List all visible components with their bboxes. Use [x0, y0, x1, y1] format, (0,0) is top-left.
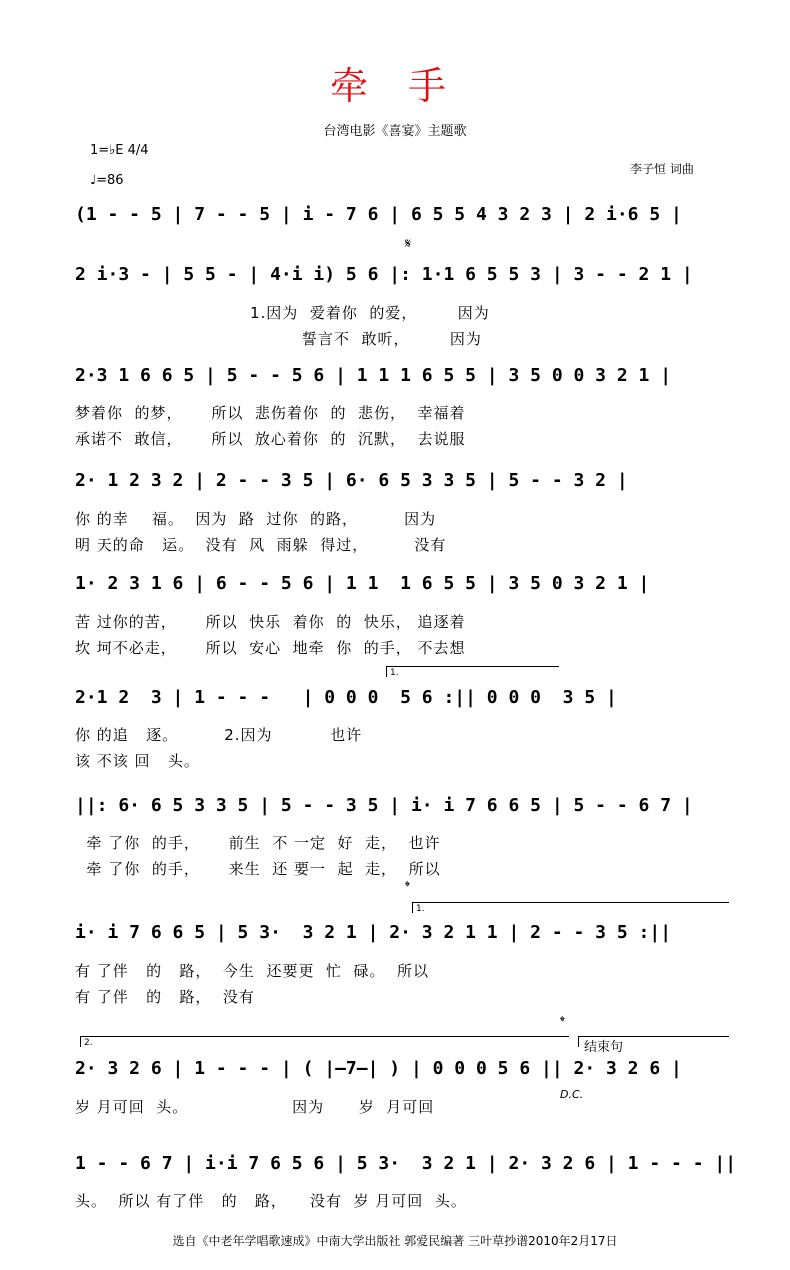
score-line-6: 2·1 2 3 | 1 - - - | 0 0 0 5 6 :|| 0 0 0 3 5 |: [75, 687, 617, 708]
lyric-6-verse-2: 该 不该 回 头。: [75, 752, 200, 770]
lyric-3-verse-2: 承诺不 敢信， 所以 放心着你 的 沉默， 去说服: [75, 430, 466, 448]
first-ending-bracket-2: [412, 902, 729, 913]
lyric-5-verse-2: 坎 坷不必走， 所以 安心 地牵 你 的手， 不去想: [75, 639, 466, 657]
score-line-7: ||: 6· 6 5 3 3 5 | 5 - - 3 5 | i· i 7 6 6 5 | 5 - - 6 7 |: [75, 795, 693, 816]
tempo-marking: ♩=86: [90, 173, 124, 188]
source-footer: 选自《中老年学唱歌速成》中南大学出版社 郭爱民编著 三叶草抄谱2010年2月17日: [172, 1234, 618, 1248]
composer-credit: 李子恒 词曲: [630, 162, 694, 176]
second-ending-label: 2.: [84, 1038, 93, 1048]
score-line-1: (1 - - 5 | 7 - - 5 | i - 7 6 | 6 5 5 4 3 2 3 | 2 i·6 5 |: [75, 204, 682, 225]
score-line-8: i· i 7 6 6 5 | 5 3· 3 2 1 | 2· 3 2 1 1 | 2 - - 3 5 :||: [75, 922, 672, 943]
lyric-6-verse-1: 你 的追 逐。 2.因为 也许: [75, 726, 363, 744]
lyric-5-verse-1: 苦 过你的苦， 所以 快乐 着你 的 快乐， 追逐着: [75, 613, 466, 631]
lyric-7-verse-1: 牵 了你 的手， 前生 不 一定 好 走， 也许: [75, 834, 441, 852]
lyric-4-verse-2: 明 天的命 运。 没有 风 雨躲 得过， 没有: [75, 536, 447, 554]
score-line-4: 2· 1 2 3 2 | 2 - - 3 5 | 6· 6 5 3 3 5 | 5 - - 3 2 |: [75, 470, 628, 491]
first-ending-bracket: [386, 666, 559, 677]
song-subtitle: 台湾电影《喜宴》主题歌: [323, 124, 467, 139]
score-line-5: 1· 2 3 1 6 | 6 - - 5 6 | 1 1 1 6 5 5 | 3 5 0 3 2 1 |: [75, 573, 650, 594]
second-ending-bracket: [80, 1036, 569, 1047]
ending-label: 结束句: [584, 1040, 624, 1055]
first-ending-label: 1.: [390, 668, 399, 678]
lyric-7-verse-2: 牵 了你 的手， 来生 还 要一 起 走， 所以: [75, 860, 441, 878]
key-signature: 1=♭E 4/4: [90, 143, 149, 158]
score-line-3: 2·3 1 6 6 5 | 5 - - 5 6 | 1 1 1 6 5 5 | 3 5 0 0 3 2 1 |: [75, 365, 672, 386]
lyric-4-verse-1: 你 的幸 福。 因为 路 过你 的路， 因为: [75, 510, 437, 528]
segno-sign: 𝄋: [405, 236, 412, 252]
song-title: 牵 手: [329, 64, 461, 108]
lyric-2-verse-1: 1.因为 爱着你 的爱， 因为: [250, 304, 490, 322]
lyric-9: 岁 月可回 头。 因为 岁 月可回: [75, 1098, 435, 1116]
coda-sign-2: 𝄌: [560, 1014, 565, 1030]
score-line-2: 2 i·3 - | 5 5 - | 4·i i) 5 6 |: 1·1 6 5 5 3 | 3 - - 2 1 |: [75, 264, 693, 285]
coda-sign: 𝄌: [405, 879, 410, 895]
dc-marking: D.C.: [560, 1088, 584, 1101]
lyric-10: 头。 所以 有了伴 的 路， 没有 岁 月可回 头。: [75, 1192, 467, 1210]
lyric-2-verse-2: 誓言不 敢听， 因为: [250, 330, 482, 348]
lyric-3-verse-1: 梦着你 的梦， 所以 悲伤着你 的 悲伤， 幸福着: [75, 404, 466, 422]
lyric-8-verse-1: 有 了伴 的 路， 今生 还要更 忙 碌。 所以: [75, 962, 430, 980]
score-line-9: 2· 3 2 6 | 1 - - - | ( |—7—| ) | 0 0 0 5 6 || 2· 3 2 6 |: [75, 1058, 682, 1079]
first-ending-label-2: 1.: [416, 904, 425, 914]
lyric-8-verse-2: 有 了伴 的 路， 没有: [75, 988, 255, 1006]
score-line-10: 1 - - 6 7 | i·i 7 6 5 6 | 5 3· 3 2 1 | 2· 3 2 6 | 1 - - - ||: [75, 1153, 737, 1174]
